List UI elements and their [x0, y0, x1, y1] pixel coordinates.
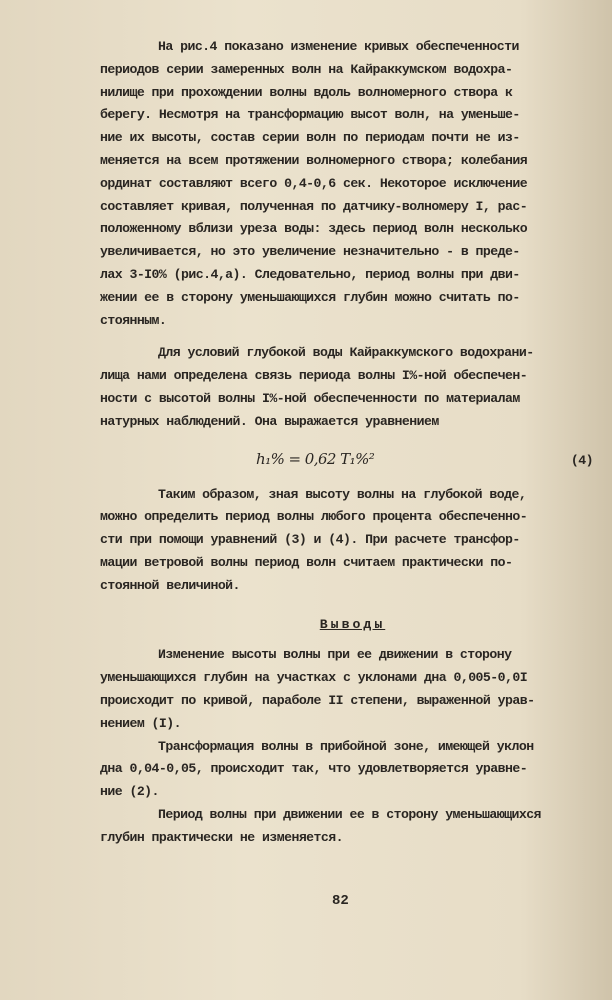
text-line: На рис.4 показано изменение кривых обеспеченности	[158, 39, 519, 54]
text-line: можно определить период волны любого процента обеспеченно-	[100, 509, 528, 525]
text-line: уменьшающихся глубин на участках с уклонами дна 0,005-0,0I	[100, 670, 528, 686]
text-line: берегу. Несмотря на трансформацию высот волн, на уменьше-	[100, 107, 520, 123]
text-line: Изменение высоты волны при ее движении в сторону	[158, 647, 512, 663]
text-line: Таким образом, зная высоту волны на глубокой воде,	[158, 486, 527, 502]
body-text	[100, 36, 605, 850]
text-line: ности с высотой волны I%-ной обеспеченности по материалам	[100, 390, 520, 406]
text-line: жении ее в сторону уменьшающихся глубин можно считать по-	[100, 289, 520, 305]
page-number: 82	[332, 893, 349, 909]
paragraph-gap	[100, 332, 605, 342]
paragraph-deep-water-relation	[100, 342, 605, 433]
text-line: Для условий глубокой воды Кайраккумского водохрани-	[158, 345, 534, 361]
section-heading-conclusions: Выводы	[319, 616, 386, 632]
text-line: Трансформация волны в прибойной зоне, имеющей уклон	[158, 738, 534, 754]
text-line: дна 0,04-0,05, происходит так, что удовлетворяется уравне-	[100, 761, 528, 777]
text-line: меняется на всем протяжении волномерного створа; колебания	[100, 152, 528, 168]
equation-4	[100, 438, 605, 484]
text-line: лища нами определена связь периода волны I%-ной обеспечен-	[100, 368, 528, 384]
conclusion-1	[100, 644, 605, 735]
text-line: увеличивается, но это увеличение незначительно - в преде-	[100, 244, 520, 260]
equation-expression: h₁% = 0,62 T₁%²	[256, 449, 375, 468]
text-line: лах 3-I0% (рис.4,а). Следовательно, период волны при дви-	[100, 266, 520, 282]
text-line: положенному вблизи уреза воды: здесь период волн несколько	[100, 221, 528, 237]
text-line: глубин практически не изменяется.	[100, 829, 344, 845]
conclusion-3	[100, 804, 605, 850]
text-line: Период волны при движении ее в сторону уменьшающихся	[158, 806, 541, 822]
text-line: происходит по кривой, параболе II степени, выраженной урав-	[100, 692, 535, 708]
equation-number: (4)	[570, 452, 593, 468]
text-line: составляет кривая, полученная по датчику-волномеру I, рас-	[100, 198, 528, 214]
paragraph-wave-period-curves	[100, 36, 605, 332]
text-line: стоянным.	[100, 312, 167, 328]
text-line: натурных наблюдений. Она выражается уравнением	[100, 413, 439, 429]
conclusion-2	[100, 736, 605, 804]
text-line: ние их высоты, состав серии волн по периодам почти не из-	[100, 130, 520, 146]
text-line: сти при помощи уравнений (3) и (4). При расчете трансфор-	[100, 532, 520, 548]
text-line: ние (2).	[100, 784, 159, 800]
text-line: нилище при прохождении волны вдоль волномерного створа к	[100, 84, 513, 100]
text-line: периодов серии замеренных волн на Кайраккумском водохра-	[100, 61, 513, 77]
text-line: стоянной величиной.	[100, 577, 240, 593]
text-line: ординат составляют всего 0,4-0,6 сек. Некоторое исключение	[100, 175, 528, 191]
paragraph-period-determination	[100, 484, 605, 598]
text-line: мации ветровой волны период волн считаем практически по-	[100, 554, 513, 570]
text-line: нением (I).	[100, 715, 182, 731]
